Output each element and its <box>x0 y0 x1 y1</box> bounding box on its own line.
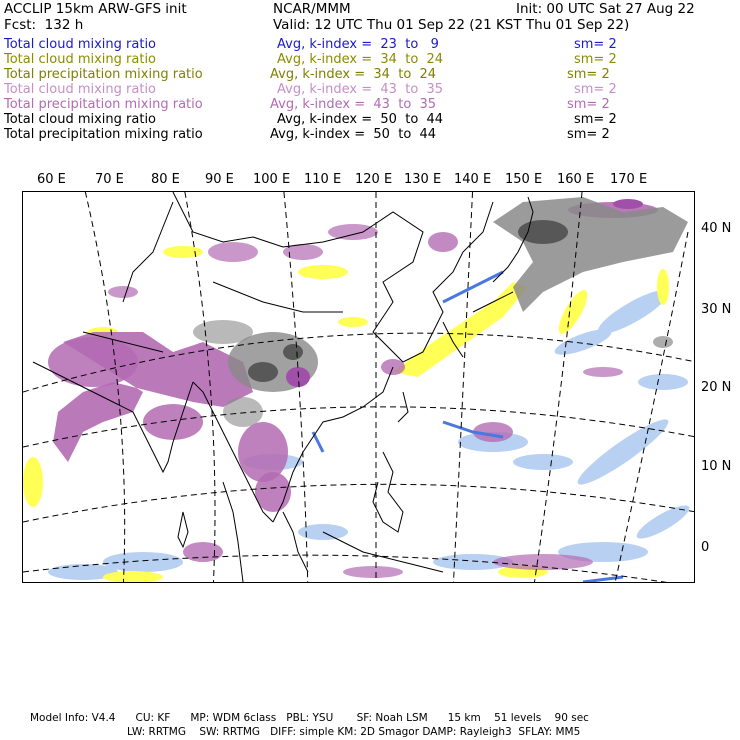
lon-label: 110 E <box>304 172 342 187</box>
map-canvas <box>23 192 695 583</box>
forecast-hour: Fcst: 132 h <box>4 17 84 33</box>
field-sm: sm= 2 <box>567 67 610 82</box>
field-avg: Avg, k-index = 34 to 24 <box>270 67 437 82</box>
field-sm: sm= 2 <box>567 127 610 142</box>
field-sm: sm= 2 <box>574 82 617 97</box>
field-avg: Avg, k-index = 50 to 44 <box>270 127 437 142</box>
field-sm: sm= 2 <box>574 52 617 67</box>
field-name: Total precipitation mixing ratio <box>4 67 203 82</box>
field-name: Total cloud mixing ratio <box>4 112 157 127</box>
field-sm: sm= 2 <box>574 112 617 127</box>
field-avg: Avg, k-index = 43 to 35 <box>277 82 444 97</box>
lon-label: 80 E <box>151 172 180 187</box>
field-sm: sm= 2 <box>567 97 610 112</box>
field-shading <box>23 197 693 583</box>
lat-label: 40 N <box>701 221 732 236</box>
valid-time: Valid: 12 UTC Thu 01 Sep 22 (21 KST Thu 01 Sep 22) <box>273 17 630 33</box>
field-avg: Avg, k-index = 34 to 24 <box>277 52 444 67</box>
field-avg: Avg, k-index = 23 to 9 <box>277 37 439 52</box>
lat-label: 30 N <box>701 302 732 317</box>
field-name: Total precipitation mixing ratio <box>4 127 203 142</box>
model-info-line2: LW: RRTMG SW: RRTMG DIFF: simple KM: 2D Smagor DAMP: Rayleigh3 SFLAY: MM5 <box>127 726 581 738</box>
center-label: NCAR/MMM <box>273 1 351 17</box>
lat-label: 0 <box>701 540 710 555</box>
light-blue-cloud <box>48 283 693 580</box>
lon-label: 100 E <box>253 172 291 187</box>
lon-label: 170 E <box>610 172 648 187</box>
forecast-map <box>22 191 695 583</box>
lon-label: 70 E <box>95 172 124 187</box>
lon-label: 60 E <box>37 172 66 187</box>
field-sm: sm= 2 <box>574 37 617 52</box>
lat-label: 20 N <box>701 380 732 395</box>
lon-label: 90 E <box>205 172 234 187</box>
field-name: Total precipitation mixing ratio <box>4 97 203 112</box>
lon-label: 120 E <box>355 172 393 187</box>
model-title: ACCLIP 15km ARW-GFS init <box>4 1 187 17</box>
field-name: Total cloud mixing ratio <box>4 82 157 97</box>
model-info-line1: Model Info: V4.4 CU: KF MP: WDM 6class PBL: YSU SF: Noah LSM 15 km 51 levels 90 sec <box>30 712 589 724</box>
init-time: Init: 00 UTC Sat 27 Aug 22 <box>516 1 695 17</box>
field-avg: Avg, k-index = 50 to 44 <box>277 112 444 127</box>
lon-label: 130 E <box>404 172 442 187</box>
gray-cloud <box>193 197 688 427</box>
lon-label: 150 E <box>505 172 543 187</box>
lon-label: 140 E <box>454 172 492 187</box>
field-name: Total cloud mixing ratio <box>4 37 157 52</box>
lon-label: 160 E <box>557 172 595 187</box>
lat-label: 10 N <box>701 459 732 474</box>
field-name: Total cloud mixing ratio <box>4 52 157 67</box>
field-avg: Avg, k-index = 43 to 35 <box>270 97 437 112</box>
